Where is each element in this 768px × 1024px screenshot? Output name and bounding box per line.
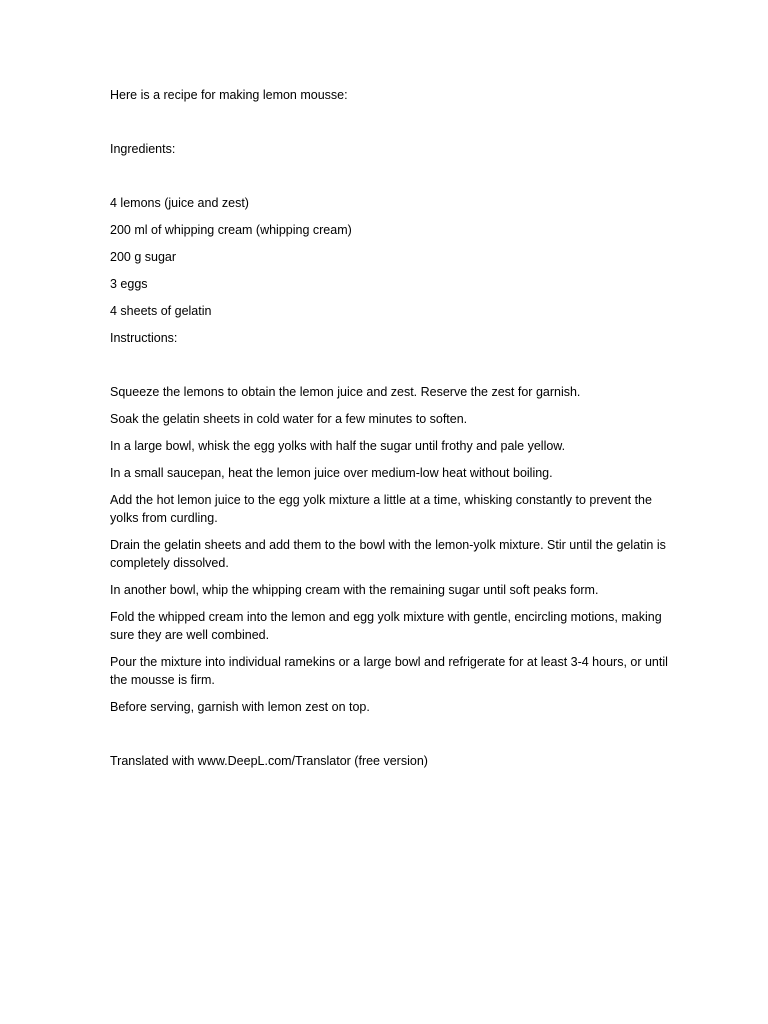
instruction-step: Before serving, garnish with lemon zest on top. — [110, 700, 370, 714]
ingredients-heading: Ingredients: — [110, 142, 176, 156]
ingredient-item: 3 eggs — [110, 277, 148, 291]
instruction-step: In a large bowl, whisk the egg yolks with half the sugar until frothy and pale yellow. — [110, 439, 566, 453]
ingredients-list — [110, 194, 680, 320]
ingredient-item: 4 lemons (juice and zest) — [110, 196, 249, 210]
instruction-step: In another bowl, whip the whipping cream with the remaining sugar until soft peaks form. — [110, 583, 599, 597]
instruction-step: Add the hot lemon juice to the egg yolk mixture a little at a time, whisking constantly to prevent the yolks from curdling. — [110, 493, 652, 525]
instruction-step: Pour the mixture into individual ramekins or a large bowl and refrigerate for at least 3-4 hours, or until the mousse is firm. — [110, 655, 668, 687]
ingredient-item: 200 ml of whipping cream (whipping cream) — [110, 223, 352, 237]
ingredient-item: 4 sheets of gelatin — [110, 304, 212, 318]
document-body — [110, 86, 680, 770]
translation-credit: Translated with www.DeepL.com/Translator (free version) — [110, 754, 428, 768]
intro-text: Here is a recipe for making lemon mousse: — [110, 88, 348, 102]
instruction-step: Drain the gelatin sheets and add them to the bowl with the lemon-yolk mixture. Stir until the gelatin is completely dissolved. — [110, 538, 666, 570]
instructions-list — [110, 383, 680, 716]
instruction-step: Fold the whipped cream into the lemon and egg yolk mixture with gentle, encircling motions, making sure they are well combined. — [110, 610, 662, 642]
ingredient-item: 200 g sugar — [110, 250, 177, 264]
instruction-step: In a small saucepan, heat the lemon juice over medium-low heat without boiling. — [110, 466, 553, 480]
instructions-heading: Instructions: — [110, 331, 178, 345]
instruction-step: Soak the gelatin sheets in cold water for a few minutes to soften. — [110, 412, 468, 426]
instruction-step: Squeeze the lemons to obtain the lemon juice and zest. Reserve the zest for garnish. — [110, 385, 581, 399]
